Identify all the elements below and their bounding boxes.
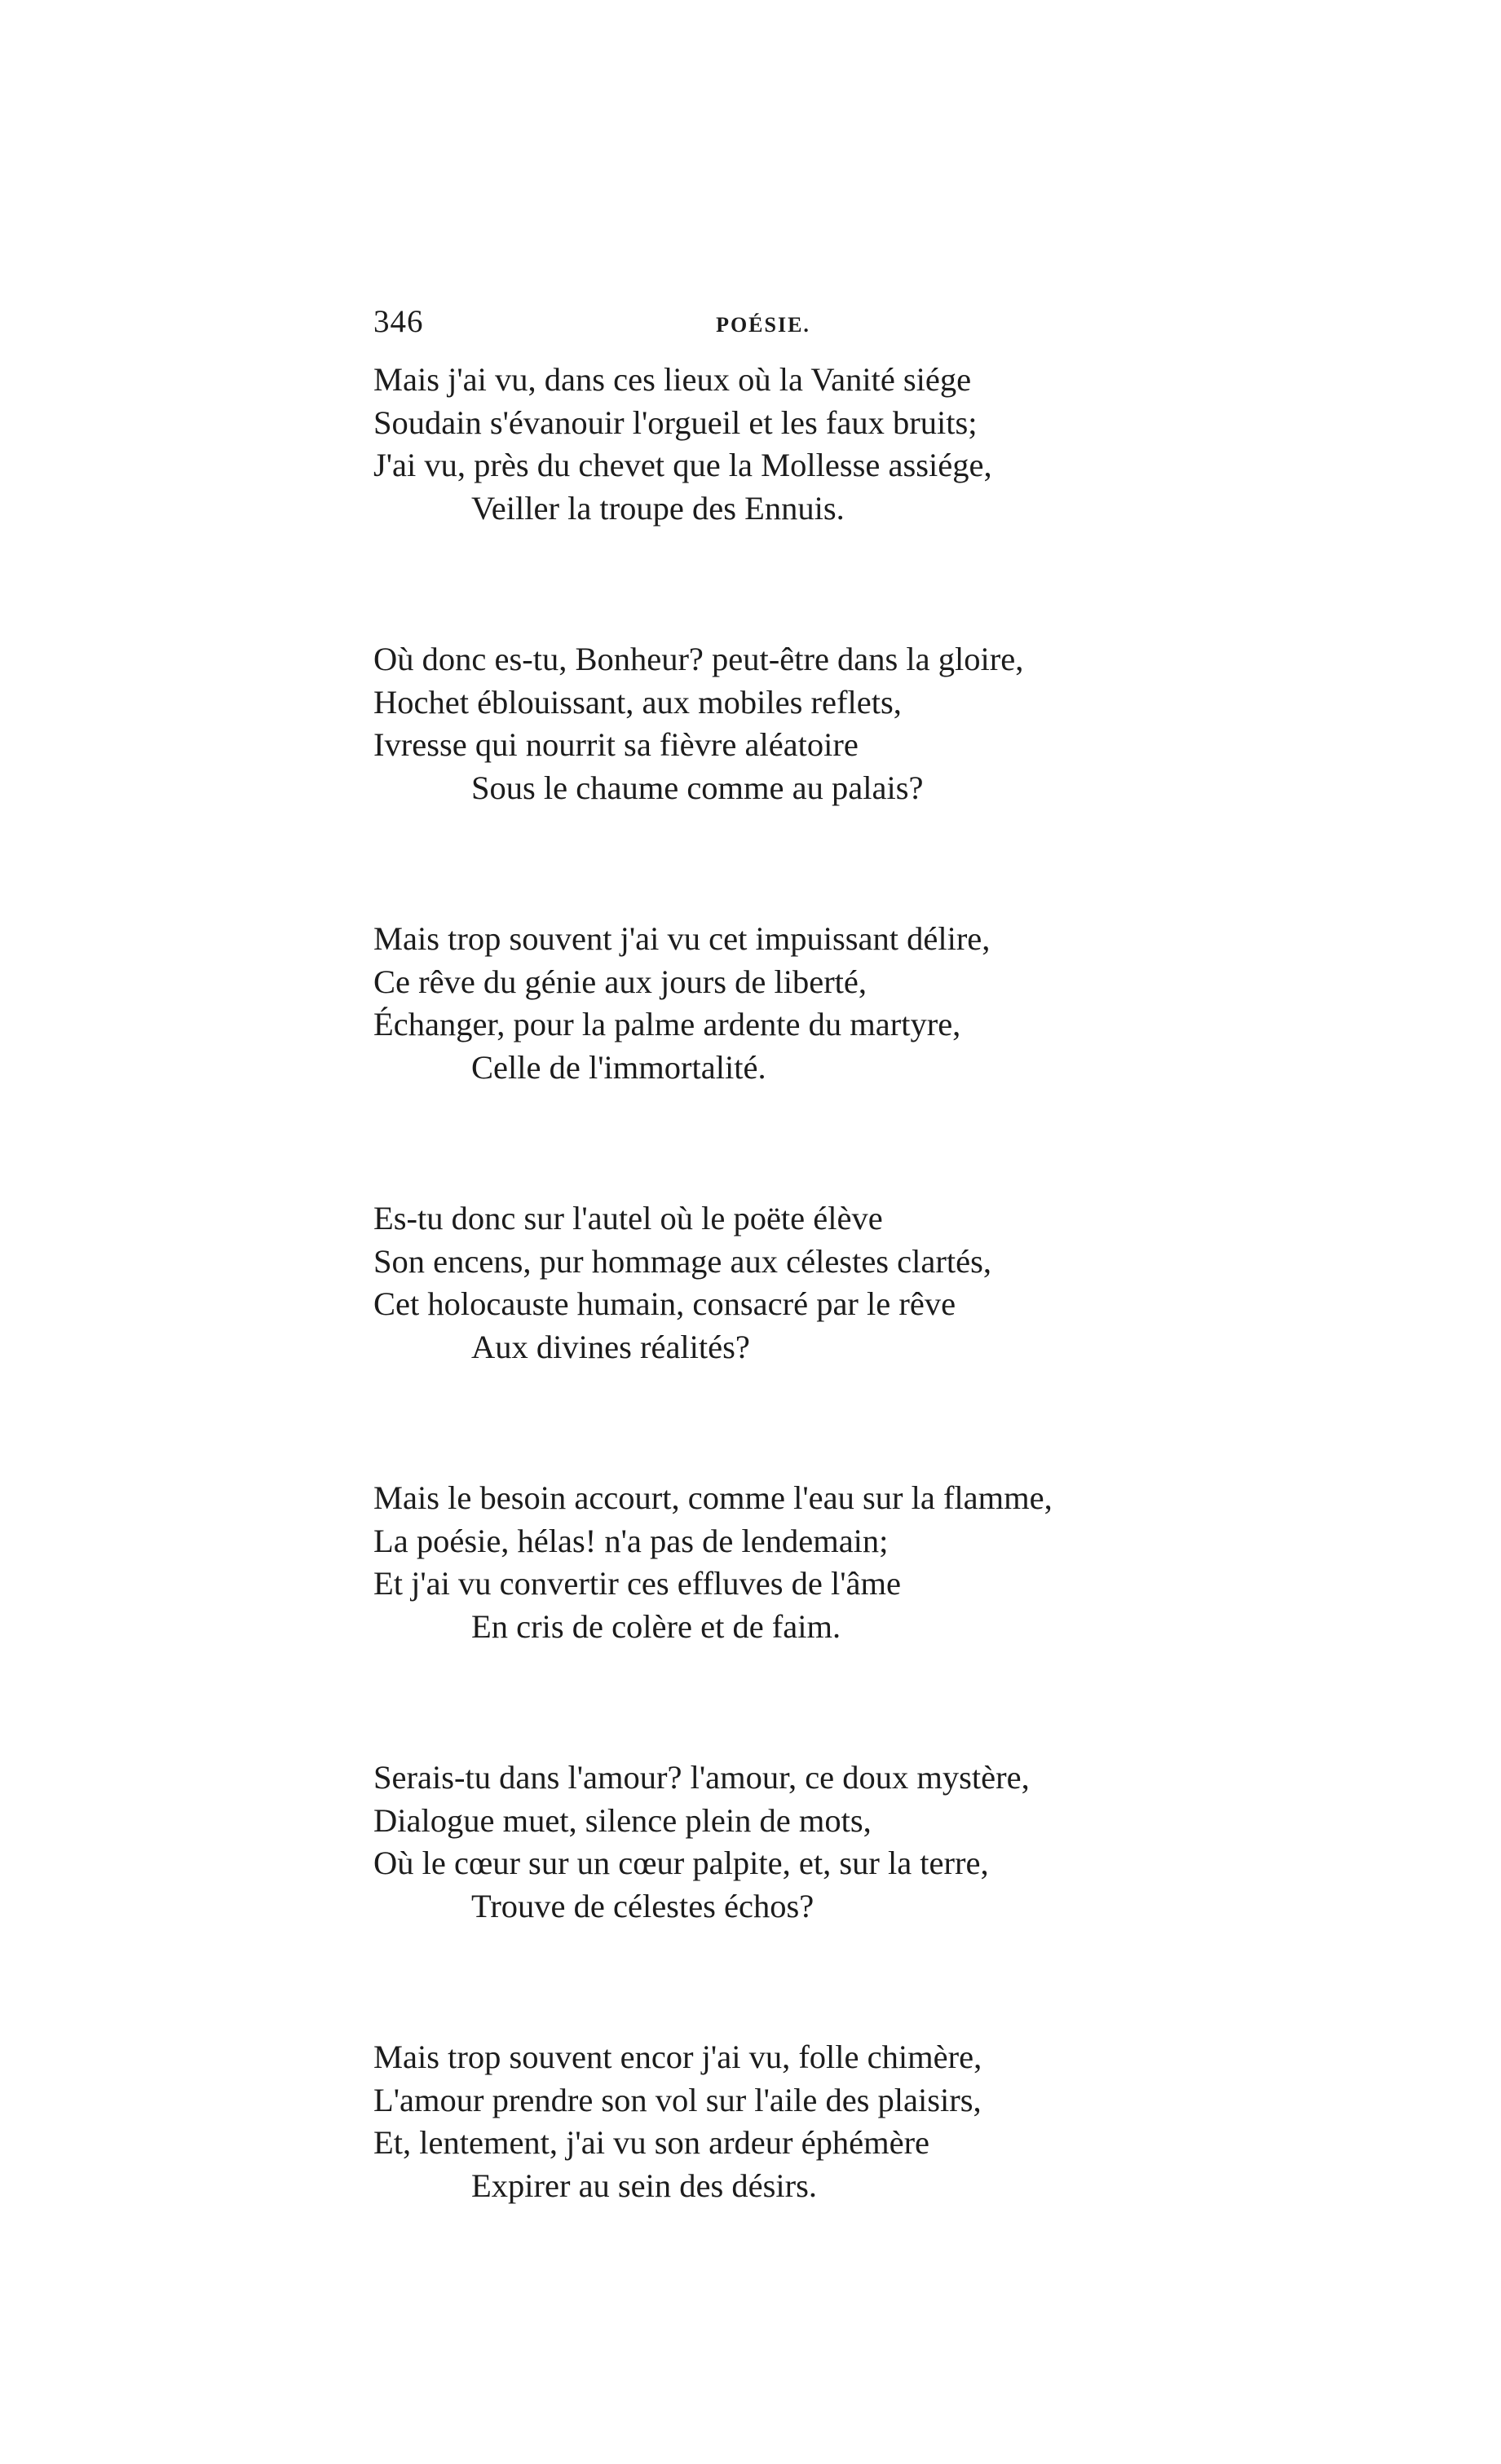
verse-line: Ce rêve du génie aux jours de liberté, [373,963,867,1000]
page-header [373,303,1156,352]
verse-line-indented: Celle de l'immortalité. [471,1048,766,1086]
verse-line: Échanger, pour la palme ardente du martyre, [373,1006,961,1042]
verse-line: Hochet éblouissant, aux mobiles reflets, [373,683,902,721]
stanza [373,638,1189,809]
stanza [373,1197,1189,1369]
poem [373,359,1189,2316]
verse-line-indented: Sous le chaume comme au palais? [471,769,924,806]
running-head: POÉSIE. [716,313,810,337]
verse-line-indented: En cris de colère et de faim. [471,1607,841,1645]
verse-line: Es-tu donc sur l'autel où le poëte élève [373,1200,883,1236]
verse-line: Mais trop souvent j'ai vu cet impuissant délire, [373,920,991,957]
verse-line-indented: Trouve de célestes échos? [471,1887,815,1924]
verse-line: Où donc es-tu, Bonheur? peut-être dans la gloire, [373,641,1024,677]
stanza [373,1477,1189,1648]
verse-line: J'ai vu, près du chevet que la Mollesse assiége, [373,447,992,483]
verse-line: Soudain s'évanouir l'orgueil et les faux bruits; [373,403,978,441]
verse-line-indented: Veiller la troupe des Ennuis. [471,489,845,527]
verse-line: L'amour prendre son vol sur l'aile des plaisirs, [373,2081,982,2118]
verse-line: Mais trop souvent encor j'ai vu, folle chimère, [373,2039,982,2075]
verse-line: Ivresse qui nourrit sa fièvre aléatoire [373,726,859,763]
verse-line: Cet holocauste humain, consacré par le rêve [373,1285,956,1322]
verse-line-indented: Expirer au sein des désirs. [471,2166,818,2204]
verse-line: Et j'ai vu convertir ces effluves de l'âme [373,1565,901,1602]
verse-line: Où le cœur sur un cœur palpite, et, sur la terre, [373,1845,989,1881]
verse-line: Serais-tu dans l'amour? l'amour, ce doux mystère, [373,1759,1030,1796]
verse-line: Dialogue muet, silence plein de mots, [373,1801,872,1839]
verse-line-indented: Aux divines réalités? [471,1328,750,1365]
stanza [373,359,1189,530]
page-number: 346 [373,304,424,339]
stanza [373,2036,1189,2207]
verse-line: Et, lentement, j'ai vu son ardeur éphémère [373,2124,930,2161]
stanza [373,1757,1189,1928]
verse-line: Mais j'ai vu, dans ces lieux où la Vanité siége [373,361,972,398]
verse-line: Son encens, pur hommage aux célestes clartés, [373,1242,991,1280]
verse-line: Mais le besoin accourt, comme l'eau sur la flamme, [373,1479,1053,1516]
stanza [373,918,1189,1089]
verse-line: La poésie, hélas! n'a pas de lendemain; [373,1522,889,1559]
